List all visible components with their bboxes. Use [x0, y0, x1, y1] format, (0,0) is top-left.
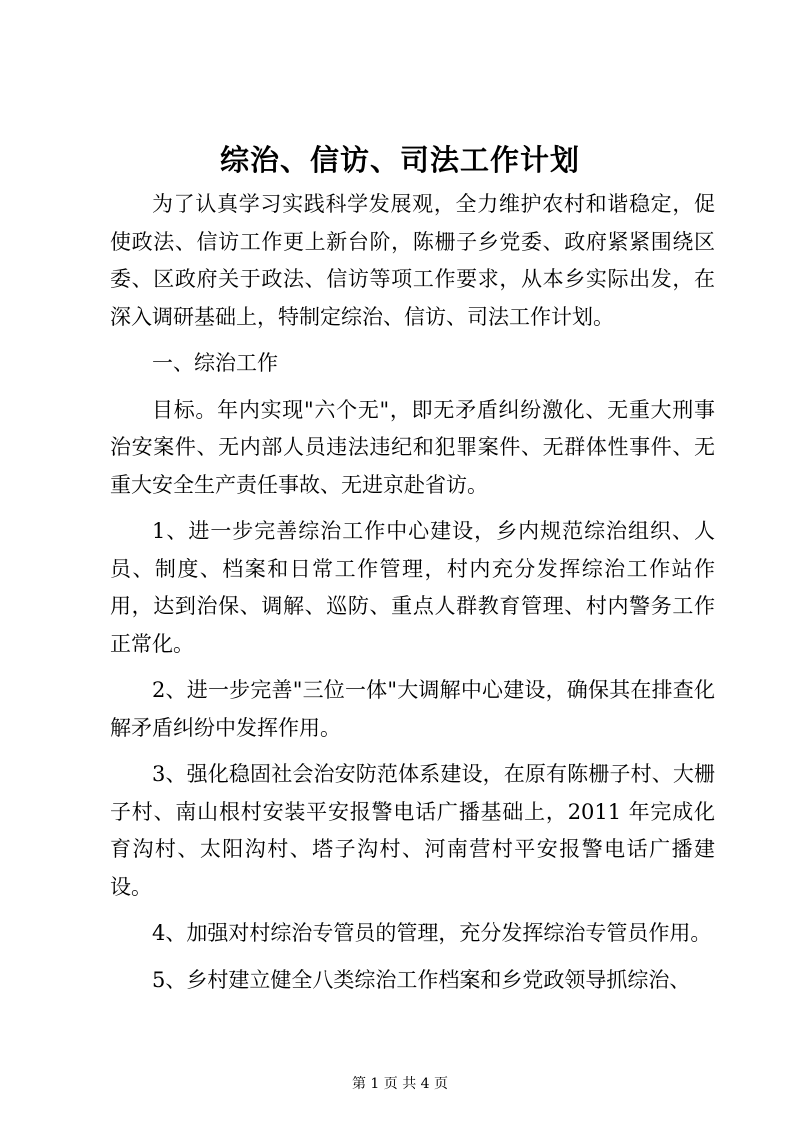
page-footer: 第 1 页 共 4 页	[351, 1076, 449, 1092]
paragraph-intro: 为了认真学习实践科学发展观，全力维护农村和谐稳定，促使政法、信访工作更上新台阶，陈栅子乡党委、政府紧紧围绕区委、区政府关于政法、信访等项工作要求，从本乡实际出发，在深入调研基础上，特制定综治、信访、司法工作计划。	[110, 192, 715, 329]
paragraph-goal: 目标。年内实现"六个无"，即无矛盾纠纷激化、无重大刑事治安案件、无内部人员违法违纪和犯罪案件、无群体性事件、无重大安全生产责任事故、无进京赴省访。	[110, 397, 715, 497]
paragraph-item-5: 5、乡村建立健全八类综治工作档案和乡党政领导抓综治、	[152, 967, 691, 992]
paragraph-item-3: 3、强化稳固社会治安防范体系建设，在原有陈栅子村、大栅子村、南山根村安装平安报警电话广播基础上，2011 年完成化育沟村、太阳沟村、塔子沟村、河南营村平安报警电话广播建设。	[110, 762, 715, 899]
paragraph-item-2: 2、进一步完善"三位一体"大调解中心建设，确保其在排查化解矛盾纠纷中发挥作用。	[110, 678, 715, 740]
section-heading-comprehensive-governance: 一、综治工作	[152, 351, 278, 375]
paragraph-item-1: 1、进一步完善综治工作中心建设，乡内规范综治组织、人员、制度、档案和日常工作管理，村内充分发挥综治工作站作用，达到治保、调解、巡防、重点人群教育管理、村内警务工作正常化。	[110, 519, 715, 656]
paragraph-item-4: 4、加强对村综治专管员的管理，充分发挥综治专管员作用。	[152, 921, 712, 945]
document-title: 综治、信访、司法工作计划	[219, 143, 580, 177]
document-body	[110, 186, 715, 1008]
